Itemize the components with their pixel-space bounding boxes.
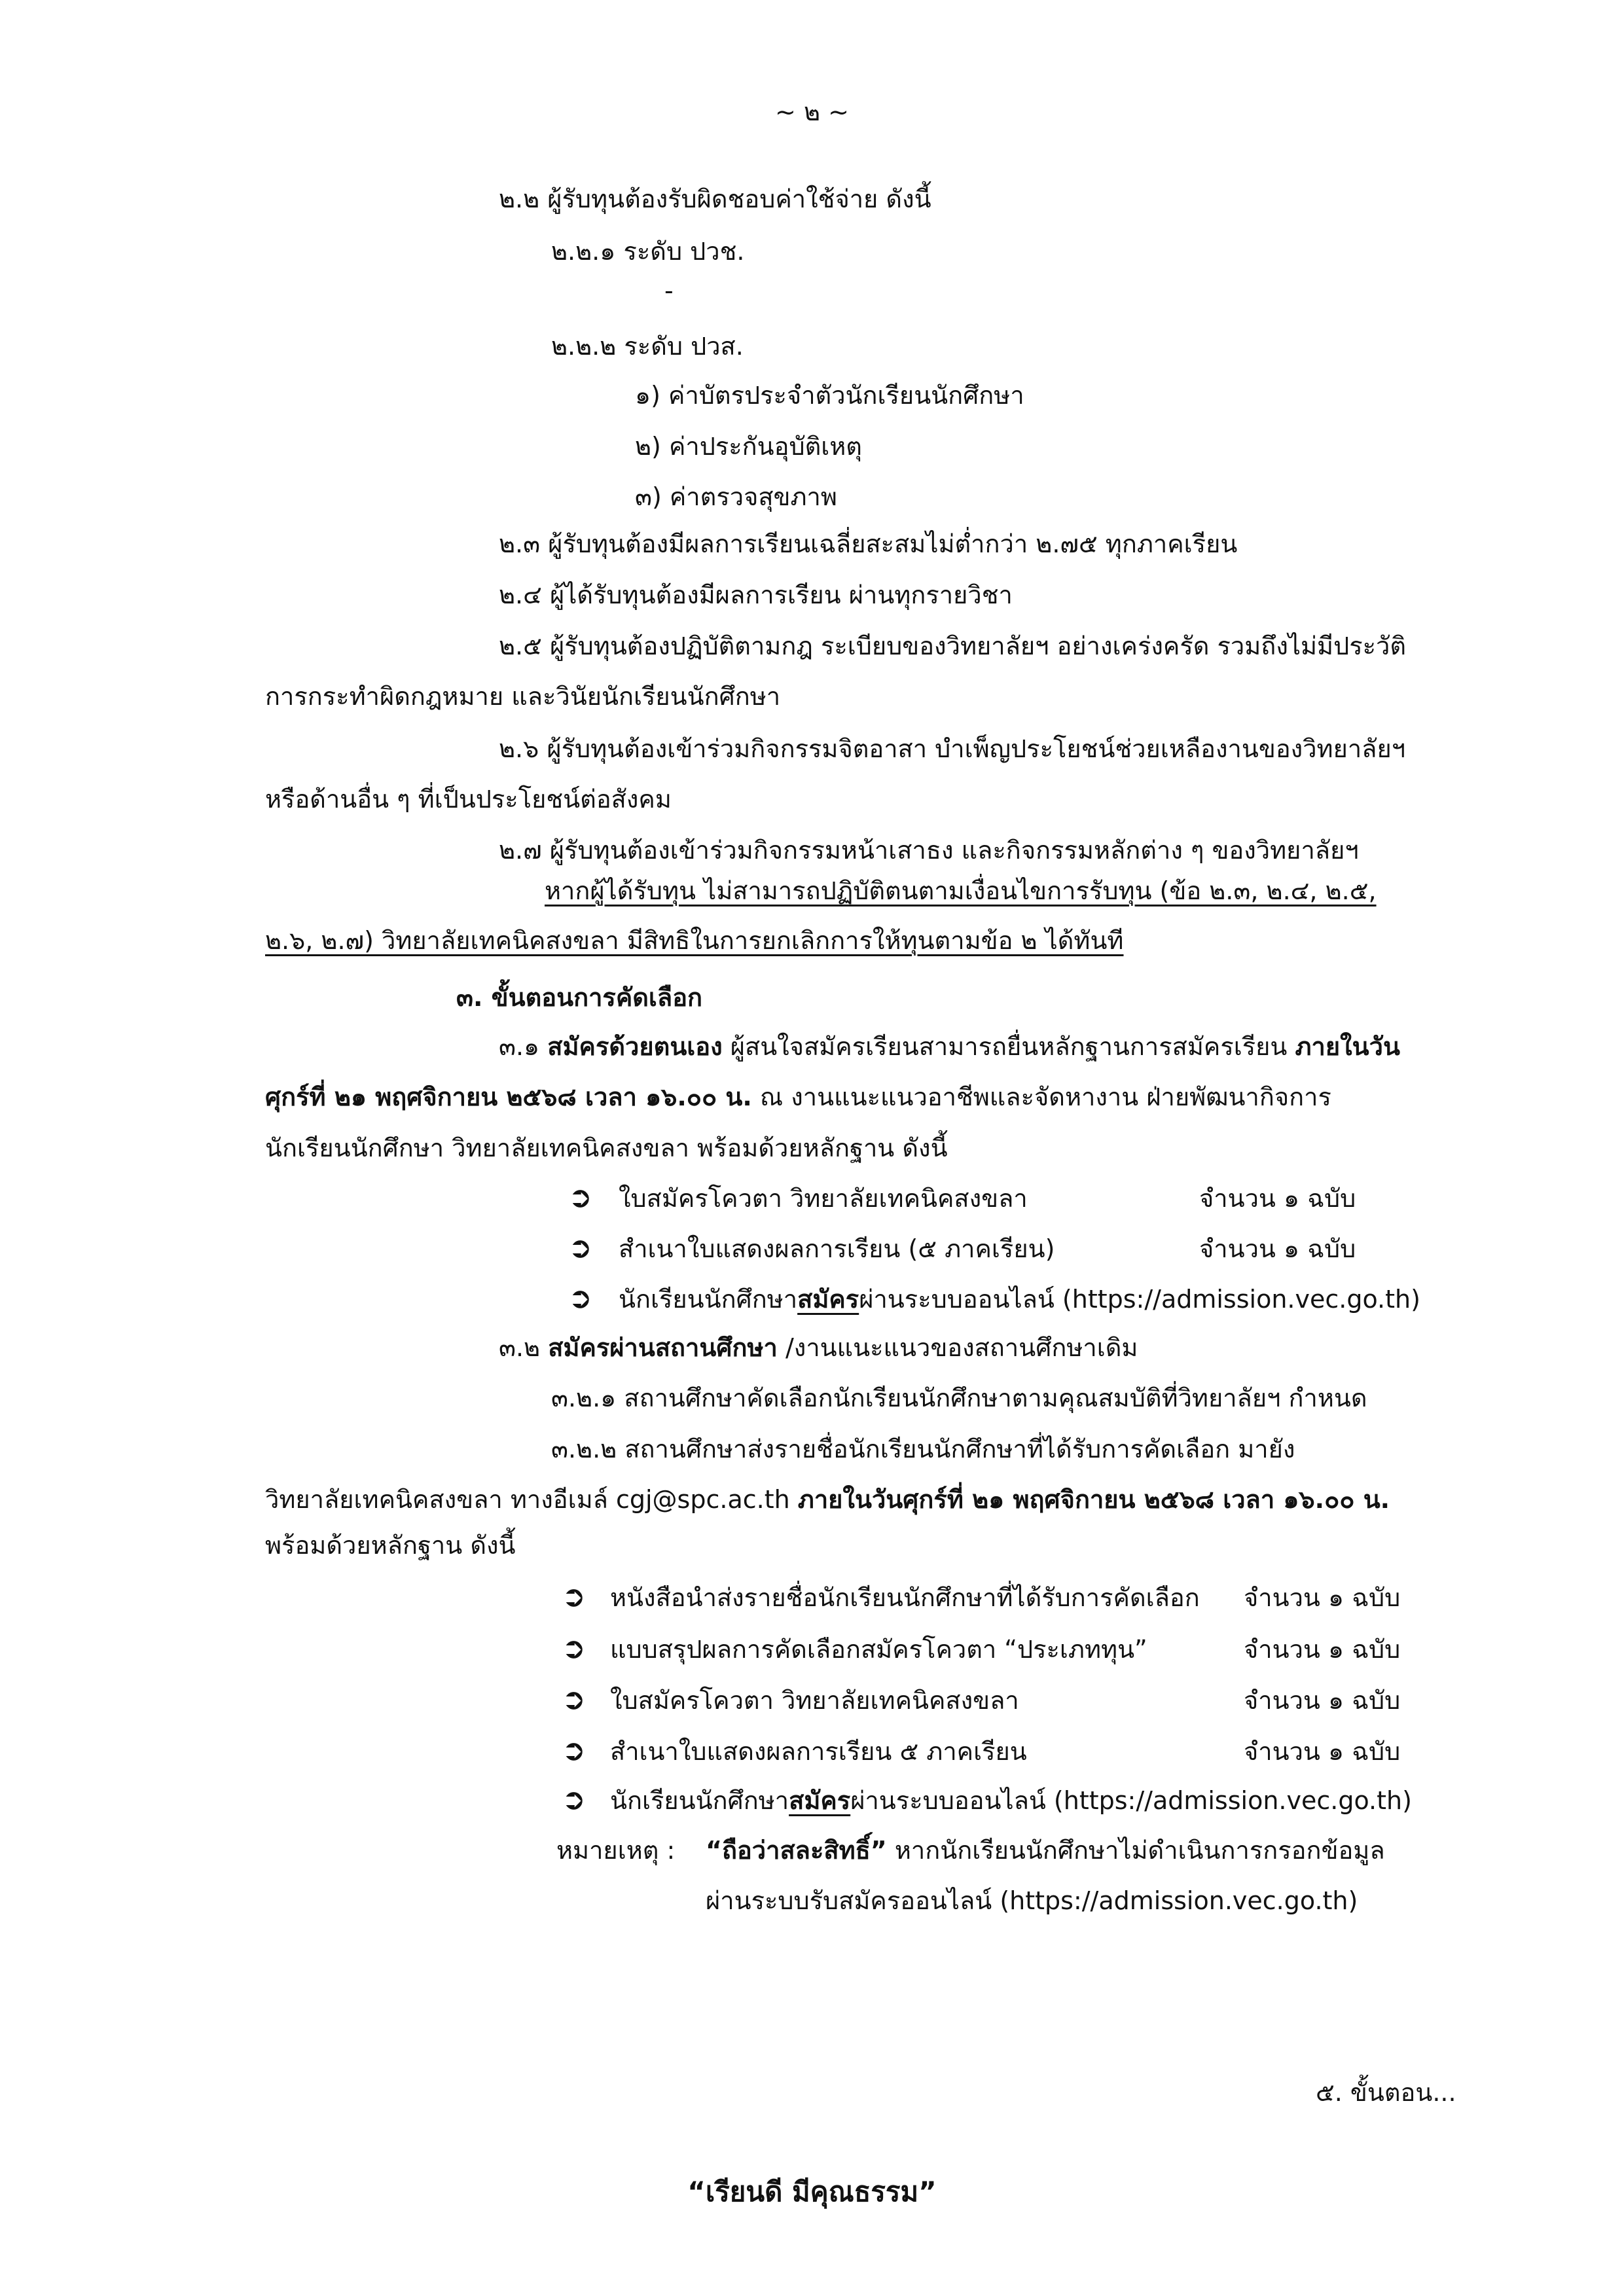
remark-rest: หากนักเรียนนักศึกษาไม่ดำเนินการกรอกข้อมูล xyxy=(886,1836,1385,1865)
sec-3-1-online-mid: สมัคร xyxy=(797,1285,859,1314)
sec-3-1-lead: สมัครด้วยตนเอง xyxy=(547,1032,723,1061)
sec-2-2-heading: ๒.๒ ผู้รับทุนต้องรับผิดชอบค่าใช้จ่าย ดังนี้ xyxy=(499,185,931,213)
college-motto: “เรียนดี มีคุณธรรม” xyxy=(687,2176,937,2208)
sec-2-2-1-heading: ๒.๒.๑ ระดับ ปวช. xyxy=(551,237,745,266)
sec-3-1-line-2-rest: ณ งานแนะแนวอาชีพและจัดหางาน ฝ่ายพัฒนากิจการ xyxy=(751,1083,1331,1111)
arrow-right-circle-icon: ➲ xyxy=(562,1683,586,1716)
sec-3-2-2-deadline: ภายในวันศุกร์ที่ ๒๑ พฤศจิกายน ๒๕๖๘ เวลา ๑๖.๐๐ น. xyxy=(797,1485,1390,1514)
sec-2-7: ๒.๗ ผู้รับทุนต้องเข้าร่วมกิจกรรมหน้าเสาธง และกิจกรรมหลักต่าง ๆ ของวิทยาลัยฯ xyxy=(499,836,1359,865)
sec-3-1-deadline: ศุกร์ที่ ๒๑ พฤศจิกายน ๒๕๖๘ เวลา ๑๖.๐๐ น. xyxy=(265,1083,752,1111)
arrow-right-circle-icon: ➲ xyxy=(568,1181,592,1214)
sec-3-1-item-1-count: จำนวน ๑ ฉบับ xyxy=(1199,1184,1356,1213)
remark-line-2: ผ่านระบบรับสมัครออนไลน์ (https://admission.vec.go.th) xyxy=(706,1886,1358,1915)
arrow-right-circle-icon: ➲ xyxy=(568,1231,592,1265)
sec-2-5-line-2: การกระทำผิดกฎหมาย และวินัยนักเรียนนักศึกษา xyxy=(265,682,781,711)
sec-3-1-num: ๓.๑ xyxy=(499,1032,540,1061)
sec-3-1-online xyxy=(619,1287,1420,1312)
sec-2-6-line-2: หรือด้านอื่น ๆ ที่เป็นประโยชน์ต่อสังคม xyxy=(265,785,672,814)
sec-3-2-1: ๓.๒.๑ สถานศึกษาคัดเลือกนักเรียนนักศึกษาตามคุณสมบัติที่วิทยาลัยฯ กำหนด xyxy=(551,1384,1367,1412)
page-number: ~ ๒ ~ xyxy=(775,98,849,126)
sec-2-2-1-dash: - xyxy=(664,276,674,305)
sec-2-2-2-heading: ๒.๒.๒ ระดับ ปวส. xyxy=(551,332,744,361)
sec-3-1-online-pre: นักเรียนนักศึกษา xyxy=(619,1285,798,1314)
sec-3-2-item-2-count: จำนวน ๑ ฉบับ xyxy=(1244,1635,1401,1664)
sec-2-5-line-1: ๒.๕ ผู้รับทุนต้องปฏิบัติตามกฎ ระเบียบของวิทยาลัยฯ อย่างเคร่งครัด รวมถึงไม่มีประวัติ xyxy=(499,632,1407,660)
sec-3-2-2-line-3: พร้อมด้วยหลักฐาน ดังนี้ xyxy=(265,1531,516,1560)
arrow-right-circle-icon: ➲ xyxy=(562,1632,586,1665)
sec-3-1-line-1 xyxy=(499,1034,1400,1059)
sec-3-2-item-4-count: จำนวน ๑ ฉบับ xyxy=(1244,1737,1401,1766)
sec-3-2-num: ๓.๒ xyxy=(499,1333,541,1362)
sec-3-2-item-1: หนังสือนำส่งรายชื่อนักเรียนนักศึกษาที่ได้รับการคัดเลือก xyxy=(610,1583,1200,1612)
sec-3-2-2-line-1: ๓.๒.๒ สถานศึกษาส่งรายชื่อนักเรียนนักศึกษาที่ได้รับการคัดเลือก มายัง xyxy=(551,1435,1295,1463)
arrow-right-circle-icon: ➲ xyxy=(562,1580,586,1613)
sec-2-2-2-item-2: ๒) ค่าประกันอุบัติเหตุ xyxy=(635,432,862,461)
sec-3-1-line-2 xyxy=(265,1085,1331,1109)
remark-label: หมายเหตุ : xyxy=(556,1836,676,1865)
remark-line-1 xyxy=(706,1838,1385,1863)
sec-2-2-2-item-3: ๓) ค่าตรวจสุขภาพ xyxy=(635,482,837,511)
sec-3-2-item-4: สำเนาใบแสดงผลการเรียน ๕ ภาคเรียน xyxy=(610,1737,1027,1766)
sec-3-1-item-2: สำเนาใบแสดงผลการเรียน (๕ ภาคเรียน) xyxy=(619,1234,1055,1263)
sec-2-6-line-1: ๒.๖ ผู้รับทุนต้องเข้าร่วมกิจกรรมจิตอาสา บำเพ็ญประโยชน์ช่วยเหลืองานของวิทยาลัยฯ xyxy=(499,734,1406,763)
sec-3-heading: ๓. ขั้นตอนการคัดเลือก xyxy=(456,983,703,1012)
sec-3-2-heading xyxy=(499,1335,1138,1360)
arrow-right-circle-icon: ➲ xyxy=(562,1783,586,1816)
sec-3-1-line-1-tail: ภายในวัน xyxy=(1295,1032,1400,1061)
sec-3-2-2-line-2 xyxy=(265,1487,1390,1512)
sec-2-2-2-item-1: ๑) ค่าบัตรประจำตัวนักเรียนนักศึกษา xyxy=(635,381,1024,410)
arrow-right-circle-icon: ➲ xyxy=(562,1734,586,1767)
sec-3-1-item-1: ใบสมัครโควตา วิทยาลัยเทคนิคสงขลา xyxy=(619,1184,1028,1213)
cancel-note-line-1: หากผู้ได้รับทุน ไม่สามารถปฏิบัติตนตามเงื่อนไขการรับทุน (ข้อ ๒.๓, ๒.๔, ๒.๕, xyxy=(545,876,1377,905)
sec-3-1-item-2-count: จำนวน ๑ ฉบับ xyxy=(1199,1234,1356,1263)
sec-3-2-online-mid: สมัคร xyxy=(789,1786,851,1815)
sec-3-1-line-3: นักเรียนนักศึกษา วิทยาลัยเทคนิคสงขลา พร้อมด้วยหลักฐาน ดังนี้ xyxy=(265,1134,948,1162)
sec-3-2-item-2: แบบสรุปผลการคัดเลือกสมัครโควตา “ประเภททุน” xyxy=(610,1635,1147,1664)
sec-3-2-online-post: ผ่านระบบออนไลน์ (https://admission.vec.go.th) xyxy=(850,1786,1412,1815)
arrow-right-circle-icon: ➲ xyxy=(568,1282,592,1315)
sec-3-2-online xyxy=(610,1788,1412,1813)
cancel-note-line-2: ๒.๖, ๒.๗) วิทยาลัยเทคนิคสงขลา มีสิทธิในการยกเลิกการให้ทุนตามข้อ ๒ ได้ทันที xyxy=(265,926,1124,955)
sec-3-2-online-pre: นักเรียนนักศึกษา xyxy=(610,1786,789,1815)
sec-3-1-online-post: ผ่านระบบออนไลน์ (https://admission.vec.go.th) xyxy=(859,1285,1420,1314)
next-page-continuation: ๕. ขั้นตอน... xyxy=(1316,2078,1456,2107)
remark-forfeit: “ถือว่าสละสิทธิ์” xyxy=(706,1836,887,1865)
sec-3-2-item-3: ใบสมัครโควตา วิทยาลัยเทคนิคสงขลา xyxy=(610,1686,1019,1715)
sec-3-2-lead: สมัครผ่านสถานศึกษา xyxy=(548,1333,778,1362)
sec-3-2-item-1-count: จำนวน ๑ ฉบับ xyxy=(1244,1583,1401,1612)
sec-2-3: ๒.๓ ผู้รับทุนต้องมีผลการเรียนเฉลี่ยสะสมไม่ต่ำกว่า ๒.๗๕ ทุกภาคเรียน xyxy=(499,529,1238,558)
sec-3-1-line-1-rest: ผู้สนใจสมัครเรียนสามารถยื่นหลักฐานการสมัครเรียน xyxy=(722,1032,1295,1061)
sec-3-2-2-email: วิทยาลัยเทคนิคสงขลา ทางอีเมล์ cgj@spc.ac.th xyxy=(265,1485,798,1514)
sec-3-2-item-3-count: จำนวน ๑ ฉบับ xyxy=(1244,1686,1401,1715)
sec-3-2-rest: /งานแนะแนวของสถานศึกษาเดิม xyxy=(777,1333,1138,1362)
sec-2-4: ๒.๔ ผู้ได้รับทุนต้องมีผลการเรียน ผ่านทุกรายวิชา xyxy=(499,581,1013,609)
